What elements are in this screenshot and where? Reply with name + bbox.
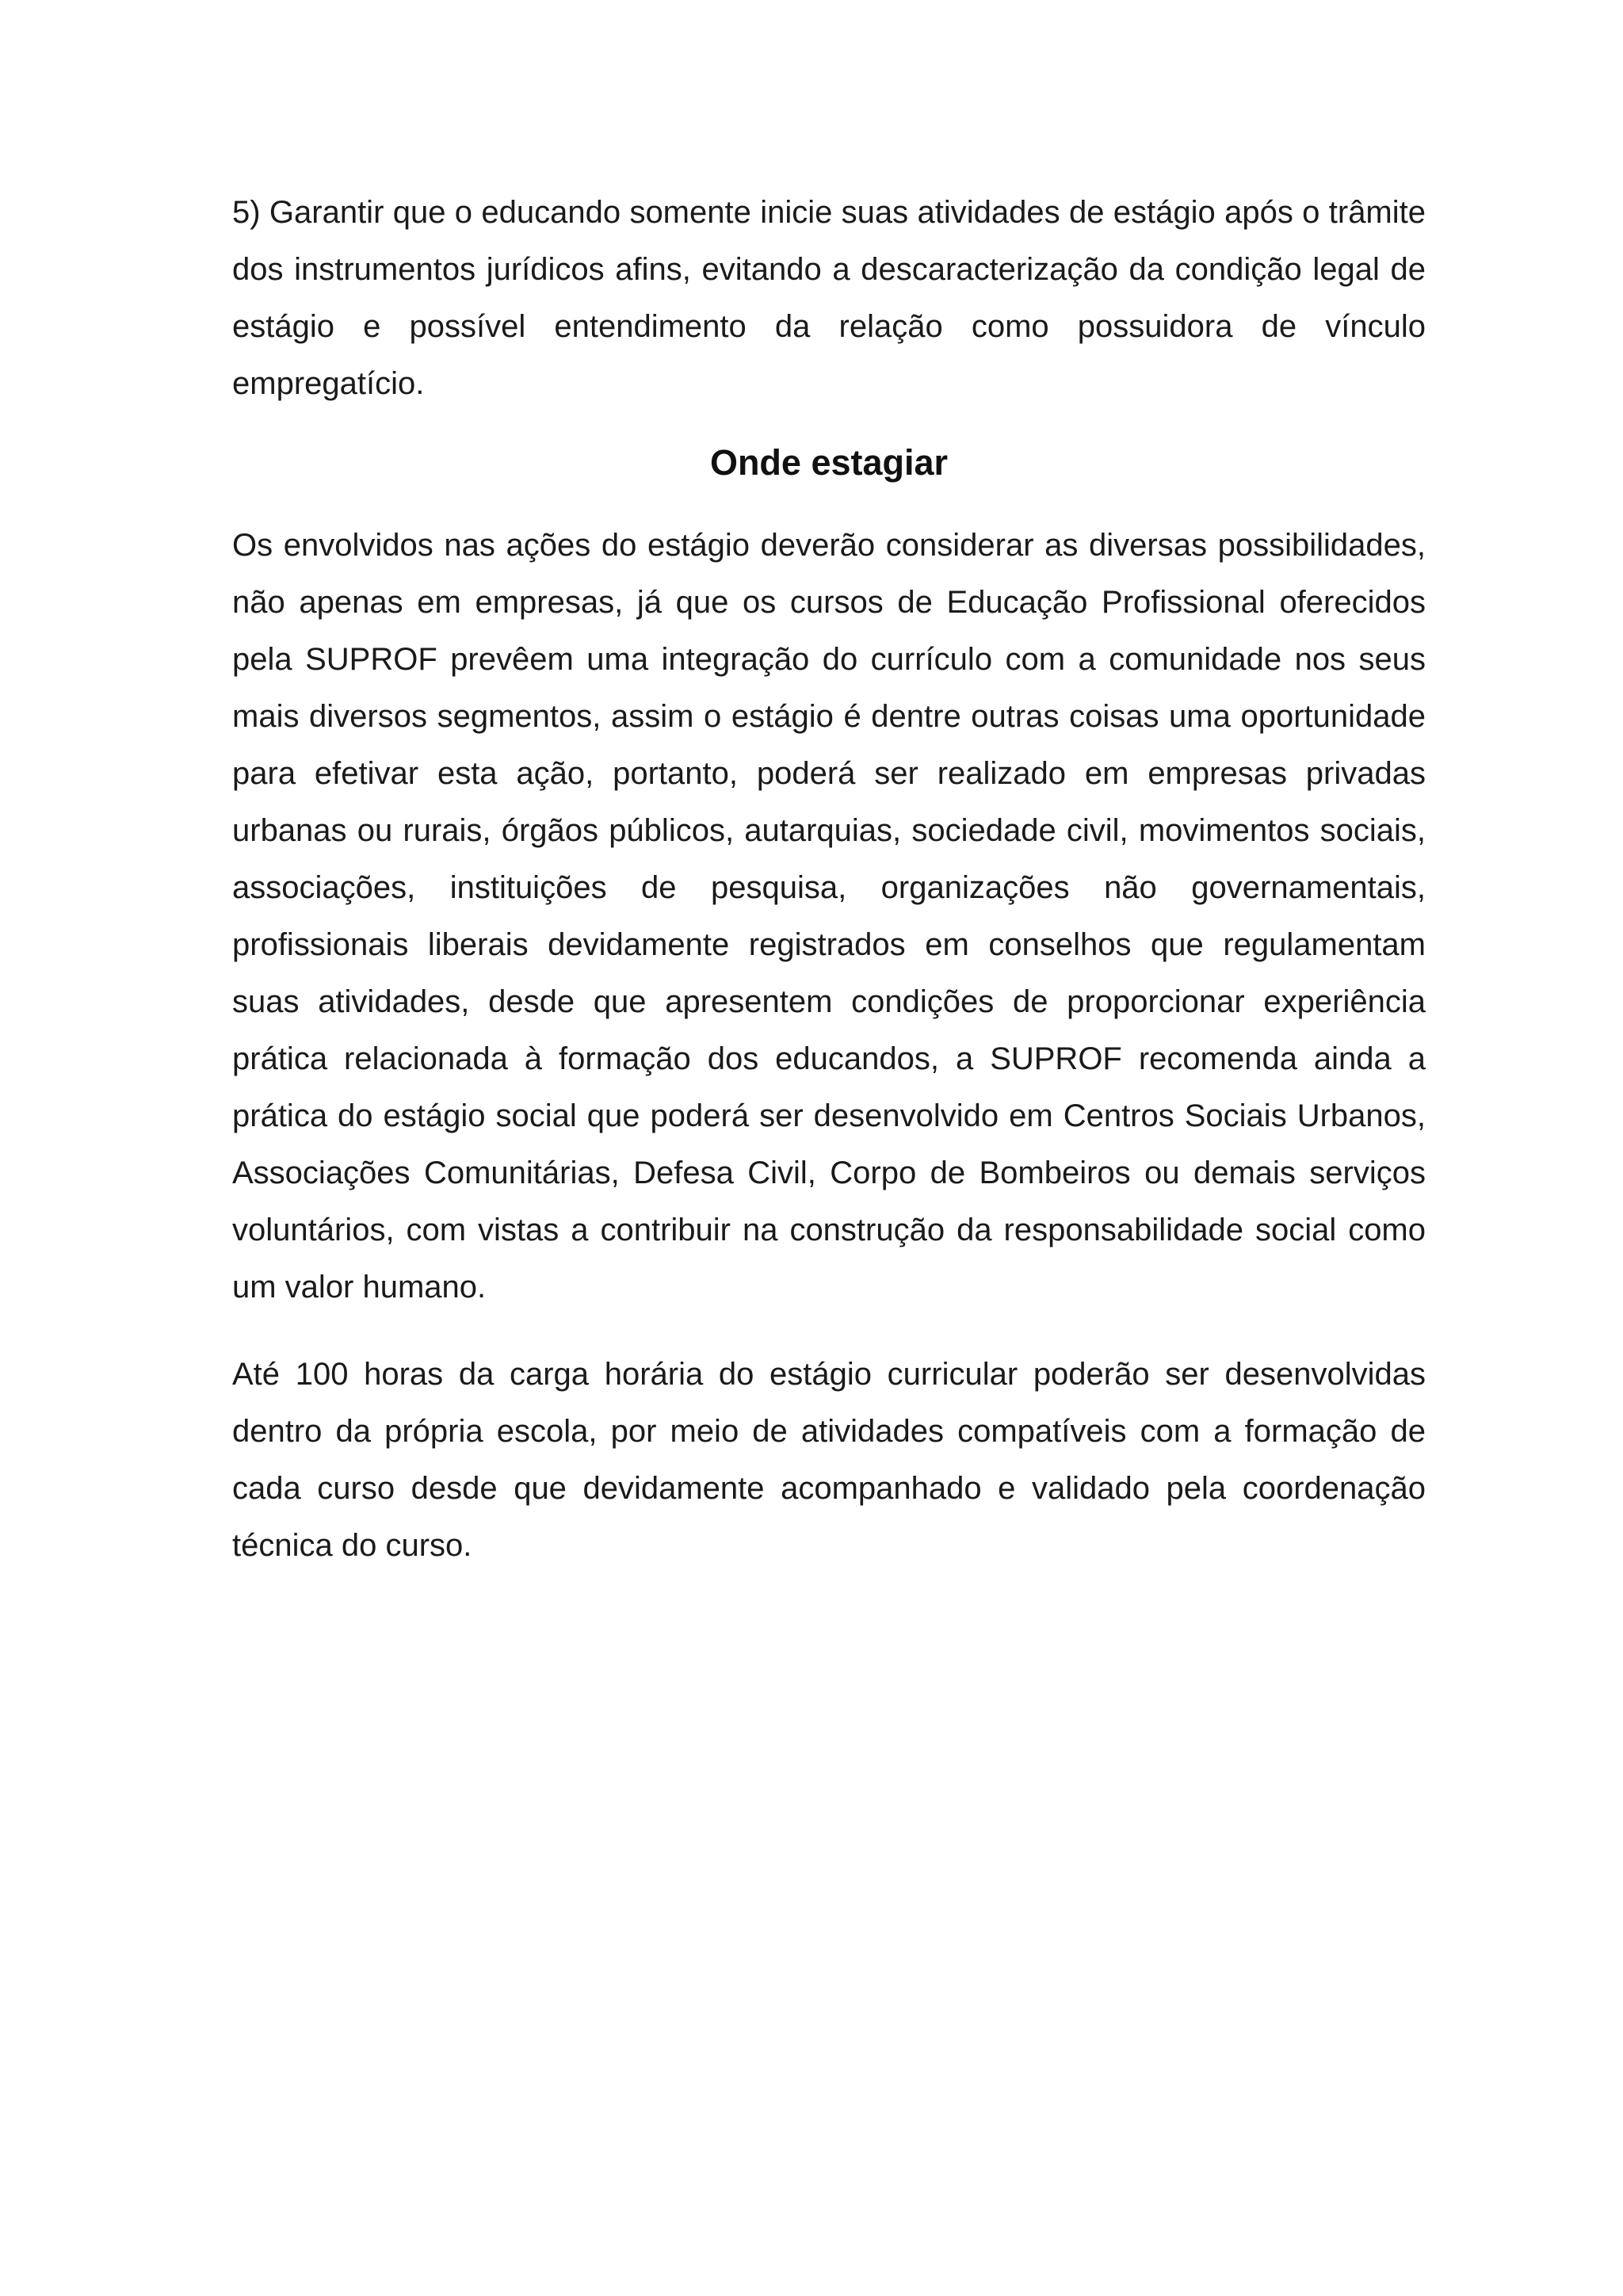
section-heading: Onde estagiar (709, 442, 949, 483)
paragraph-school-hours: Até 100 horas da carga horária do estágio curricular poderão ser desenvolvidas dentro da própria escola, por meio de atividades compatíveis com a formação de cada curso desde que devidamente acompanhado e validado pela coordenação técnica do curso. (232, 1357, 1426, 1563)
document-body (232, 184, 1426, 1574)
paragraph-item-5: 5) Garantir que o educando somente inicie suas atividades de estágio após o trâmite dos instrumentos jurídicos afins, evitando a descaracterização da condição legal de estágio e possível entendimento da relação como possuidora de vínculo empregatício. (232, 195, 1426, 401)
paragraph-where-to-intern: Os envolvidos nas ações do estágio deverão considerar as diversas possibilidades, não apenas em empresas, já que os cursos de Educação Profissional oferecidos pela SUPROF prevêem uma integração do currículo com a comunidade nos seus mais diversos segmentos, assim o estágio é dentre outras coisas uma oportunidade para efetivar esta ação, portanto, poderá ser realizado em empresas privadas urbanas ou rurais, órgãos públicos, autarquias, sociedade civil, movimentos sociais, associações, instituições de pesquisa, organizações não governamentais, profissionais liberais devidamente registrados em conselhos que regulamentam suas atividades, desde que apresentem condições de proporcionar experiência prática relacionada à formação dos educandos, a SUPROF recomenda ainda a prática do estágio social que poderá ser desenvolvido em Centros Sociais Urbanos, Associações Comunitárias, Defesa Civil, Corpo de Bombeiros ou demais serviços voluntários, com vistas a contribuir na construção da responsabilidade social como um valor humano. (232, 528, 1426, 1305)
